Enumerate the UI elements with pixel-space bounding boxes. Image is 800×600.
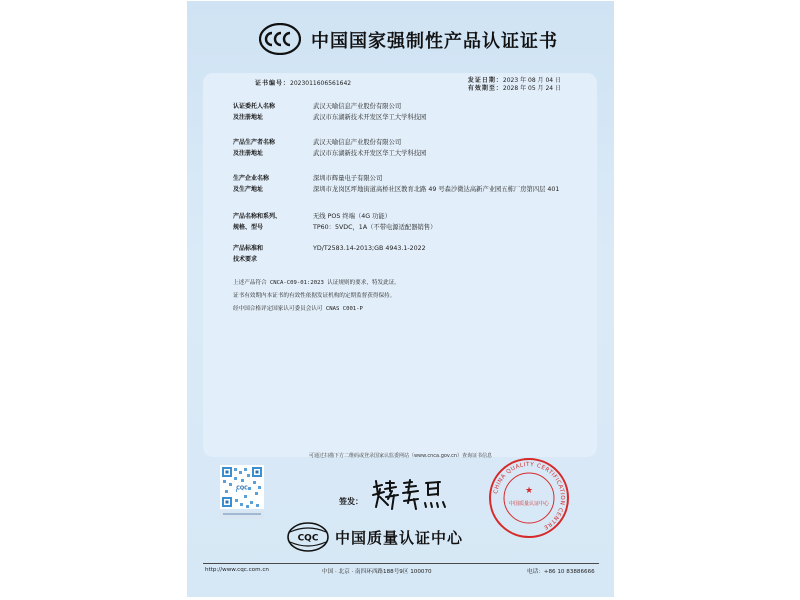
note-line: 经中国合格评定国家认可委员会认可 CNAS C001-P	[233, 306, 363, 312]
field-value: 武汉天喻信息产业股份有限公司	[313, 103, 402, 110]
issue-date	[468, 77, 561, 85]
cqc-logo-text: CQC	[297, 533, 319, 544]
cqc-official-seal	[488, 457, 570, 539]
qr-center-logo: CQC	[236, 485, 248, 492]
issue-date-value: 2023 年 08 月 04 日	[502, 77, 561, 84]
expiry-date	[468, 85, 561, 93]
field-value: 深圳市辉量电子有限公司	[313, 175, 383, 182]
cqc-logo-icon	[287, 522, 329, 552]
certificate-header	[187, 23, 614, 57]
field-label: 产品生产者名称	[233, 139, 276, 146]
certificate-notes	[233, 277, 400, 316]
field-value: 武汉市东湖新技术开发区华工大学科技园	[313, 150, 427, 157]
certificate-dates	[468, 77, 561, 93]
ccc-mark-icon	[259, 23, 301, 55]
footer-website[interactable]: http://www.cqc.com.cn	[205, 567, 269, 573]
footer-divider	[203, 563, 599, 564]
qr-code-icon[interactable]	[220, 465, 264, 521]
footer-phone: 电话：+86 10 83886666	[527, 569, 595, 575]
seal-text: CHINA QUALITY CERTIFICATION CENTRE	[493, 461, 566, 531]
certificate	[187, 1, 614, 597]
field-label: 产品名称和系列、	[233, 213, 282, 220]
expiry-date-value: 2028 年 05 月 24 日	[502, 85, 561, 92]
field-label: 及注册地址	[233, 150, 264, 157]
field-value: 武汉市东湖新技术开发区华工大学科技园	[313, 114, 427, 121]
svg-text:★: ★	[524, 486, 534, 496]
field-label: 技术要求	[233, 256, 258, 263]
field-label: 规格、型号	[233, 224, 264, 231]
field-label: 产品标准和	[233, 245, 264, 252]
note-line: 上述产品符合 CNCA-C09-01:2023 认证规则的要求，特发此证。	[233, 280, 400, 286]
field-value: 深圳市龙岗区坪地街道高桥社区教育北路 49 号森沙微达高新产业园五栋厂房第四层 401	[313, 186, 560, 193]
signature-label: 签发：	[339, 497, 363, 506]
verification-text: 可通过扫描下方二维码或登录国家认监委网站（www.cnca.gov.cn）查询证书信息	[308, 453, 493, 459]
footer-address: 中国 · 北京 · 南四环西路188号9区 100070	[322, 569, 432, 575]
certificate-number-value: 2023011606561642	[290, 80, 352, 87]
field-label: 认证委托人名称	[233, 103, 276, 110]
certificate-number-label: 证书编号：	[255, 80, 291, 87]
certificate-body-panel	[203, 73, 597, 457]
field-label: 及注册地址	[233, 114, 264, 121]
organization-name: 中国质量认证中心	[335, 529, 464, 547]
field-label: 生产企业名称	[233, 175, 270, 182]
signature-image	[370, 477, 460, 513]
field-value: 武汉天喻信息产业股份有限公司	[313, 139, 402, 146]
field-label: 及生产地址	[233, 186, 264, 193]
issue-date-label: 发证日期：	[467, 77, 503, 84]
field-value: TP60：5VDC，1A（不带电源适配器销售）	[313, 224, 437, 231]
seal-inner-text: 中国质量认证中心	[508, 501, 550, 507]
expiry-date-label: 有效期至：	[467, 85, 503, 92]
field-value: YD/T2583.14-2013;GB 4943.1-2022	[313, 245, 426, 252]
field-value: 无线 POS 终端（4G 功能）	[313, 213, 392, 220]
certificate-title: 中国国家强制性产品认证证书	[311, 31, 558, 52]
note-line: 证书有效期内本证书的有效性依据发证机构的定期监督获得保持。	[233, 293, 396, 299]
certificate-number	[255, 78, 351, 87]
